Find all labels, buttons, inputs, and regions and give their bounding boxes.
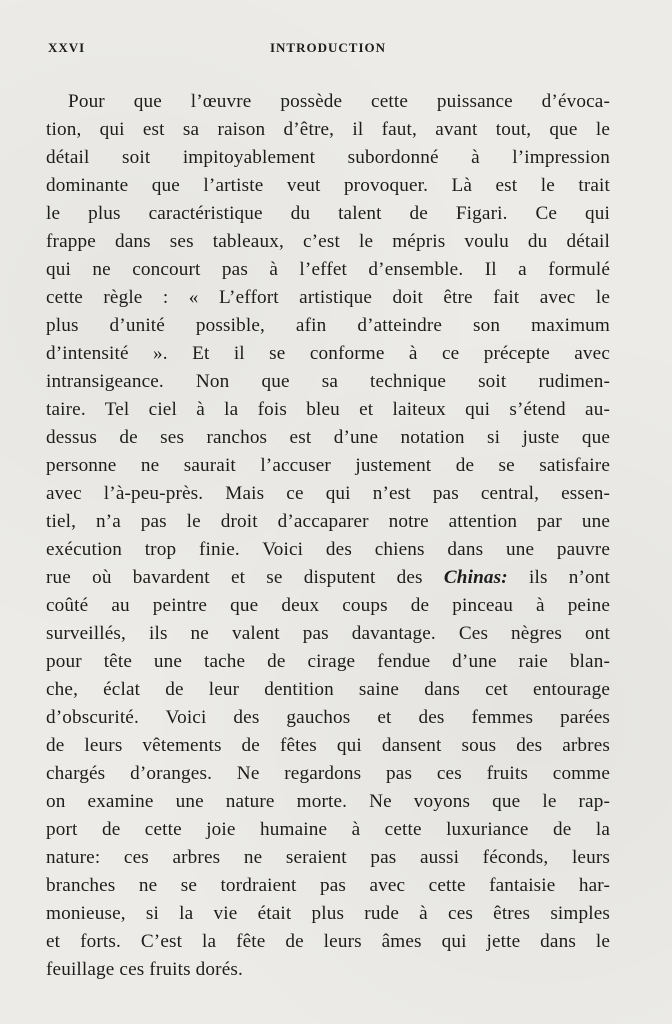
text-line: d’intensité ». Et il se conforme à ce précepte avec <box>46 343 610 364</box>
text-line: feuillage ces fruits dorés. <box>46 959 243 980</box>
text-line: on examine une nature morte. Ne voyons que le rap- <box>46 791 610 812</box>
text-segment: ils n’ont <box>529 567 611 588</box>
text-segment: rue où bavardent et se disputent des <box>46 567 423 588</box>
text-line: chargés d’oranges. Ne regardons pas ces fruits comme <box>46 763 610 784</box>
text-line: pour tête une tache de cirage fendue d’une raie blan- <box>46 651 610 672</box>
text-line: cette règle : « L’effort artistique doit être fait avec le <box>46 287 610 308</box>
running-title: INTRODUCTION <box>269 40 386 55</box>
text-line: qui ne concourt pas à l’effet d’ensemble. Il a formulé <box>46 259 610 280</box>
text-line-with-italic <box>46 564 610 592</box>
text-line: dessus de ses ranchos est d’une notation si juste que <box>46 427 610 448</box>
text-line: plus d’unité possible, afin d’atteindre son maximum <box>46 315 610 336</box>
text-line: de leurs vêtements de fêtes qui dansent sous des arbres <box>46 735 610 756</box>
running-head <box>48 40 608 60</box>
text-line: che, éclat de leur dentition saine dans cet entourage <box>46 679 610 700</box>
text-line: le plus caractéristique du talent de Figari. Ce qui <box>46 203 610 224</box>
text-line: coûté au peintre que deux coups de pinceau à peine <box>46 595 610 616</box>
text-line: détail soit impitoyablement subordonné à l’impression <box>46 147 610 168</box>
text-line: taire. Tel ciel à la fois bleu et laiteux qui s’étend au- <box>46 399 610 420</box>
text-line: branches ne se tordraient pas avec cette fantaisie har- <box>46 875 610 896</box>
text-line: intransigeance. Non que sa technique soit rudimen- <box>46 371 610 392</box>
text-line: personne ne saurait l’accuser justement de se satisfaire <box>46 455 610 476</box>
text-line: frappe dans ses tableaux, c’est le mépris voulu du détail <box>46 231 610 252</box>
text-line: monieuse, si la vie était plus rude à ces êtres simples <box>46 903 610 924</box>
text-line: surveillés, ils ne valent pas davantage. Ces nègres ont <box>46 623 610 644</box>
text-line: nature: ces arbres ne seraient pas aussi féconds, leurs <box>46 847 610 868</box>
text-line: Pour que l’œuvre possède cette puissance d’évoca- <box>68 91 610 112</box>
text-line: dominante que l’artiste veut provoquer. Là est le trait <box>46 175 610 196</box>
text-line: d’obscurité. Voici des gauchos et des femmes parées <box>46 707 610 728</box>
text-line: avec l’à-peu-près. Mais ce qui n’est pas central, essen- <box>46 483 610 504</box>
italic-word: Chinas: <box>443 567 508 588</box>
text-line: et forts. C’est la fête de leurs âmes qui jette dans le <box>46 931 610 952</box>
text-line: tiel, n’a pas le droit d’accaparer notre attention par une <box>46 511 610 532</box>
text-line: port de cette joie humaine à cette luxuriance de la <box>46 819 610 840</box>
body-text <box>46 88 610 984</box>
text-line: exécution trop finie. Voici des chiens dans une pauvre <box>46 539 610 560</box>
text-line: tion, qui est sa raison d’être, il faut, avant tout, que le <box>46 119 610 140</box>
page-number: XXVI <box>48 40 86 55</box>
